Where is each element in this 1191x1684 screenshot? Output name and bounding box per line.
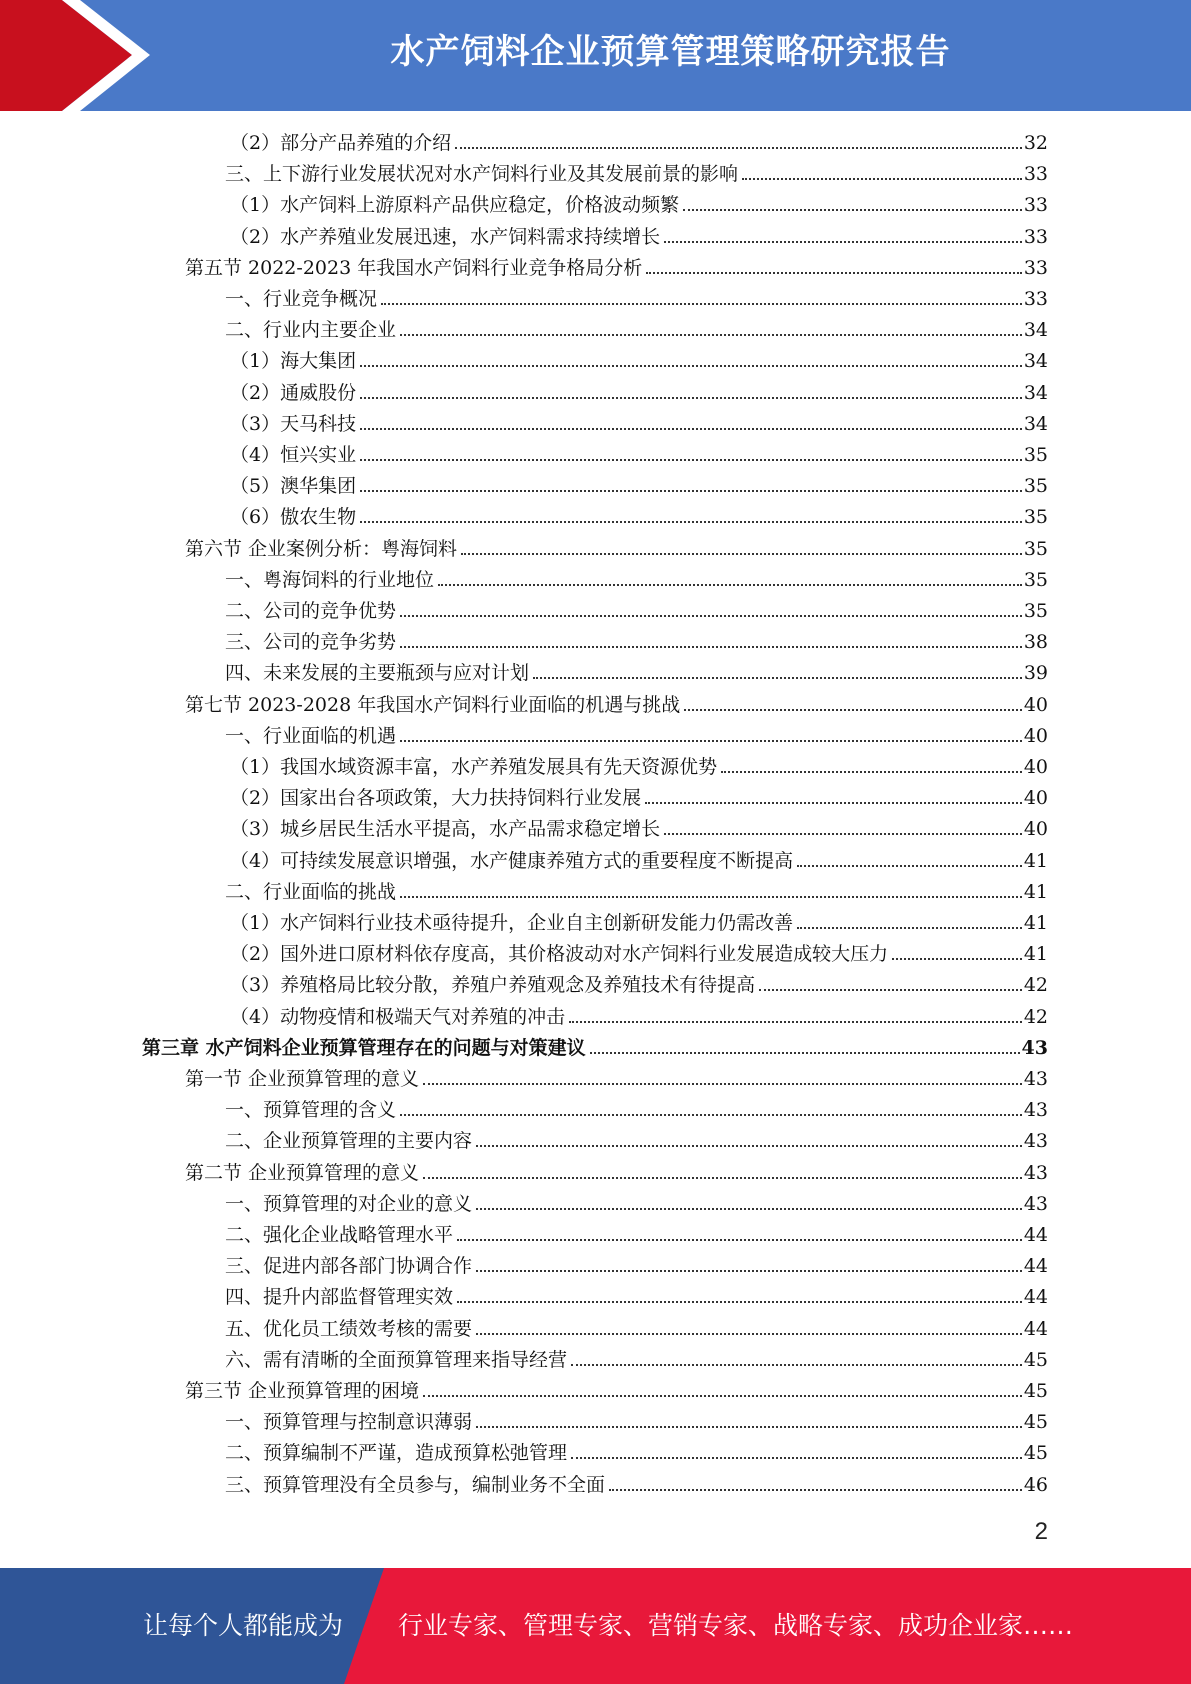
toc-entry-page: 40 xyxy=(1023,724,1048,747)
toc-leader-dots xyxy=(400,334,1022,336)
toc-leader-dots xyxy=(645,802,1022,804)
toc-entry[interactable] xyxy=(142,1029,1048,1060)
toc-leader-dots xyxy=(892,958,1022,960)
toc-entry[interactable] xyxy=(225,592,1048,623)
toc-entry[interactable] xyxy=(230,342,1048,373)
footer-slogan-left: 让每个人都能成为 xyxy=(143,1611,344,1640)
toc-leader-dots xyxy=(360,365,1022,367)
toc-entry[interactable] xyxy=(230,842,1048,873)
toc-entry-page: 33 xyxy=(1023,225,1048,248)
toc-leader-dots xyxy=(571,1457,1022,1459)
toc-entry-label: 四、提升内部监督管理实效 xyxy=(225,1286,454,1309)
toc-entry-page: 43 xyxy=(1023,1130,1048,1153)
toc-entry-page: 35 xyxy=(1023,537,1048,560)
toc-entry-page: 41 xyxy=(1023,849,1048,872)
toc-entry-label: 第三章 水产饲料企业预算管理存在的问题与对策建议 xyxy=(142,1036,586,1059)
toc-leader-dots xyxy=(721,771,1022,773)
toc-leader-dots xyxy=(400,896,1022,898)
toc-entry-label: （4）可持续发展意识增强，水产健康养殖方式的重要程度不断提高 xyxy=(230,849,794,872)
toc-entry[interactable] xyxy=(230,124,1048,155)
toc-entry[interactable] xyxy=(225,311,1048,342)
toc-entry-page: 41 xyxy=(1023,943,1048,966)
toc-entry-label: （2）国家出台各项政策，大力扶持饲料行业发展 xyxy=(230,787,642,810)
toc-leader-dots xyxy=(381,303,1022,305)
toc-entry-label: 一、粤海饲料的行业地位 xyxy=(225,568,435,591)
toc-leader-dots xyxy=(461,553,1022,555)
toc-entry-page: 40 xyxy=(1023,693,1048,716)
toc-entry-label: （1）水产饲料上游原料产品供应稳定，价格波动频繁 xyxy=(230,194,680,217)
toc-entry-page: 34 xyxy=(1023,350,1048,373)
toc-entry-label: 第六节 企业案例分析：粤海饲料 xyxy=(185,537,458,560)
toc-entry-page: 34 xyxy=(1023,412,1048,435)
toc-entry[interactable] xyxy=(230,498,1048,529)
toc-entry-label: 一、预算管理与控制意识薄弱 xyxy=(225,1411,473,1434)
toc-entry-page: 33 xyxy=(1023,163,1048,186)
toc-leader-dots xyxy=(423,1395,1022,1397)
toc-leader-dots xyxy=(423,1177,1022,1179)
toc-entry-page: 32 xyxy=(1023,132,1048,154)
toc-entry[interactable] xyxy=(225,1091,1048,1122)
toc-entry-page: 35 xyxy=(1023,444,1048,466)
toc-entry-page: 44 xyxy=(1023,1255,1048,1278)
toc-leader-dots xyxy=(360,459,1022,461)
toc-leader-dots xyxy=(476,1426,1022,1428)
toc-entry-label: （2）部分产品养殖的介绍 xyxy=(230,132,452,154)
toc-entry[interactable] xyxy=(225,1466,1048,1497)
toc-entry[interactable] xyxy=(185,1154,1048,1185)
toc-entry[interactable] xyxy=(230,467,1048,498)
toc-entry-label: （1）我国水域资源丰富，水产养殖发展具有先天资源优势 xyxy=(230,756,718,778)
toc-entry-page: 35 xyxy=(1023,600,1048,622)
toc-leader-dots xyxy=(683,209,1022,211)
toc-leader-dots xyxy=(476,1145,1022,1147)
toc-entry[interactable] xyxy=(225,155,1048,186)
toc-leader-dots xyxy=(569,1021,1022,1023)
toc-entry-label: 二、强化企业战略管理水平 xyxy=(225,1224,454,1246)
toc-entry-label: 一、行业面临的机遇 xyxy=(225,724,397,747)
toc-entry-page: 44 xyxy=(1023,1286,1048,1309)
toc-leader-dots xyxy=(360,397,1022,399)
toc-entry-label: （3）养殖格局比较分散，养殖户养殖观念及养殖技术有待提高 xyxy=(230,974,756,997)
toc-leader-dots xyxy=(360,521,1022,523)
report-title: 水产饲料企业预算管理策略研究报告 xyxy=(390,32,951,72)
toc-entry-label: 三、上下游行业发展状况对水产饲料行业及其发展前景的影响 xyxy=(225,163,739,186)
toc-entry-page: 33 xyxy=(1023,194,1048,217)
toc-leader-dots xyxy=(423,1083,1022,1085)
toc-entry[interactable] xyxy=(185,530,1048,561)
toc-leader-dots xyxy=(457,1239,1022,1241)
toc-entry[interactable] xyxy=(230,966,1048,997)
toc-leader-dots xyxy=(476,1208,1022,1210)
toc-entry-page: 43 xyxy=(1023,1192,1048,1215)
toc-leader-dots xyxy=(455,147,1022,149)
toc-entry[interactable] xyxy=(230,904,1048,935)
toc-leader-dots xyxy=(438,584,1022,586)
toc-entry[interactable] xyxy=(230,374,1048,405)
toc-entry-label: （4）动物疫情和极端天气对养殖的冲击 xyxy=(230,1005,566,1028)
toc-entry-label: 二、企业预算管理的主要内容 xyxy=(225,1130,473,1153)
toc-leader-dots xyxy=(400,615,1022,617)
toc-entry-page: 43 xyxy=(1023,1068,1048,1090)
page-number: 2 xyxy=(1034,1518,1048,1545)
toc-entry-page: 33 xyxy=(1023,256,1048,279)
toc-entry-label: 第七节 2023-2028 年我国水产饲料行业面临的机遇与挑战 xyxy=(185,693,681,716)
toc-leader-dots xyxy=(360,490,1022,492)
toc-entry[interactable] xyxy=(225,654,1048,685)
toc-leader-dots xyxy=(664,833,1022,835)
footer-slogan-right: 行业专家、管理专家、营销专家、战略专家、成功企业家…… xyxy=(398,1611,1074,1640)
toc-entry-page: 43 xyxy=(1023,1099,1048,1122)
toc-entry-label: （1）水产饲料行业技术亟待提升，企业自主创新研发能力仍需改善 xyxy=(230,912,794,934)
toc-entry[interactable] xyxy=(230,186,1048,217)
toc-entry-page: 43 xyxy=(1023,1161,1048,1184)
toc-leader-dots xyxy=(533,677,1022,679)
toc-entry-page: 46 xyxy=(1023,1473,1048,1496)
toc-entry-page: 35 xyxy=(1023,568,1048,591)
toc-entry-page: 40 xyxy=(1023,756,1048,778)
toc-entry[interactable] xyxy=(185,249,1048,280)
toc-entry-label: 第二节 企业预算管理的意义 xyxy=(185,1161,420,1184)
toc-entry-label: （3）城乡居民生活水平提高，水产品需求稳定增长 xyxy=(230,818,661,841)
toc-entry[interactable] xyxy=(225,561,1048,592)
toc-entry-label: 二、公司的竞争优势 xyxy=(225,600,397,622)
toc-entry-page: 41 xyxy=(1023,880,1048,903)
toc-entry-label: （3）天马科技 xyxy=(230,412,357,435)
toc-entry-label: 一、行业竞争概况 xyxy=(225,288,378,310)
toc-entry-label: 六、需有清晰的全面预算管理来指导经营 xyxy=(225,1348,568,1371)
toc-entry-page: 43 xyxy=(1021,1036,1048,1059)
toc-entry-page: 39 xyxy=(1023,662,1048,685)
toc-entry-label: 第一节 企业预算管理的意义 xyxy=(185,1068,420,1090)
toc-entry-label: （2）通威股份 xyxy=(230,381,357,404)
toc-entry-page: 38 xyxy=(1023,631,1048,654)
toc-entry[interactable] xyxy=(225,873,1048,904)
toc-entry-label: 五、优化员工绩效考核的需要 xyxy=(225,1317,473,1340)
toc-leader-dots xyxy=(646,272,1022,274)
toc-entry-label: 二、行业面临的挑战 xyxy=(225,880,397,903)
toc-entry[interactable] xyxy=(230,436,1048,467)
toc-leader-dots xyxy=(684,709,1022,711)
toc-entry-page: 40 xyxy=(1023,818,1048,841)
toc-entry-label: 三、预算管理没有全员参与，编制业务不全面 xyxy=(225,1473,606,1496)
toc-entry[interactable] xyxy=(185,1060,1048,1091)
toc-entry-label: 二、行业内主要企业 xyxy=(225,319,397,342)
toc-leader-dots xyxy=(759,989,1022,991)
toc-entry-label: （4）恒兴实业 xyxy=(230,444,357,466)
toc-entry[interactable] xyxy=(225,1278,1048,1309)
toc-leader-dots xyxy=(360,428,1022,430)
toc-entry-label: 二、预算编制不严谨，造成预算松弛管理 xyxy=(225,1442,568,1465)
toc-leader-dots xyxy=(400,740,1022,742)
toc-leader-dots xyxy=(457,1301,1022,1303)
toc-entry[interactable] xyxy=(230,779,1048,810)
toc-entry-label: （1）海大集团 xyxy=(230,350,357,373)
toc-leader-dots xyxy=(400,646,1022,648)
toc-entry[interactable] xyxy=(225,1247,1048,1278)
toc-entry-label: 三、公司的竞争劣势 xyxy=(225,631,397,654)
toc-entry[interactable] xyxy=(230,405,1048,436)
toc-leader-dots xyxy=(609,1489,1022,1491)
toc-entry[interactable] xyxy=(230,810,1048,841)
toc-entry[interactable] xyxy=(225,1341,1048,1372)
toc-entry-label: 第三节 企业预算管理的困境 xyxy=(185,1380,420,1402)
toc-entry-page: 33 xyxy=(1023,288,1048,310)
toc-entry[interactable] xyxy=(230,218,1048,249)
toc-leader-dots xyxy=(571,1364,1022,1366)
toc-leader-dots xyxy=(797,865,1022,867)
toc-entry-page: 40 xyxy=(1023,787,1048,810)
footer-banner xyxy=(0,1568,1191,1684)
toc-entry[interactable] xyxy=(230,748,1048,779)
red-chevron-icon xyxy=(0,0,160,111)
toc-entry-label: 一、预算管理的对企业的意义 xyxy=(225,1192,473,1215)
toc-entry-page: 35 xyxy=(1023,506,1048,529)
toc-entry[interactable] xyxy=(225,280,1048,311)
toc-entry[interactable] xyxy=(225,1403,1048,1434)
toc-entry[interactable] xyxy=(230,935,1048,966)
toc-entry-page: 45 xyxy=(1023,1348,1048,1371)
toc-leader-dots xyxy=(590,1052,1020,1054)
toc-entry[interactable] xyxy=(225,1216,1048,1247)
toc-entry-page: 45 xyxy=(1023,1380,1048,1402)
toc-entry-page: 35 xyxy=(1023,475,1048,498)
toc-leader-dots xyxy=(476,1333,1022,1335)
toc-leader-dots xyxy=(400,1114,1022,1116)
toc-entry-page: 44 xyxy=(1023,1317,1048,1340)
toc-entry-label: 四、未来发展的主要瓶颈与应对计划 xyxy=(225,662,530,685)
toc-entry-page: 45 xyxy=(1023,1442,1048,1465)
toc-entry[interactable] xyxy=(230,998,1048,1029)
toc-entry[interactable] xyxy=(225,717,1048,748)
toc-entry-page: 42 xyxy=(1023,1005,1048,1028)
toc-entry-label: （6）傲农生物 xyxy=(230,506,357,529)
toc-entry-label: 一、预算管理的含义 xyxy=(225,1099,397,1122)
toc-entry-label: （5）澳华集团 xyxy=(230,475,357,498)
toc-leader-dots xyxy=(797,927,1022,929)
toc-entry-label: （2）水产养殖业发展迅速，水产饲料需求持续增长 xyxy=(230,225,661,248)
toc-entry[interactable] xyxy=(225,1434,1048,1465)
toc-entry-page: 34 xyxy=(1023,381,1048,404)
toc-entry-page: 41 xyxy=(1023,912,1048,934)
toc-leader-dots xyxy=(664,241,1022,243)
toc-entry[interactable] xyxy=(225,1122,1048,1153)
toc-entry-label: （2）国外进口原材料依存度高，其价格波动对水产饲料行业发展造成较大压力 xyxy=(230,943,889,966)
toc-entry[interactable] xyxy=(185,686,1048,717)
toc-entry-label: 第五节 2022-2023 年我国水产饲料行业竞争格局分析 xyxy=(185,256,643,279)
toc-entry-page: 42 xyxy=(1023,974,1048,997)
toc-entry[interactable] xyxy=(225,623,1048,654)
report-header xyxy=(0,0,1191,111)
toc-leader-dots xyxy=(742,178,1022,180)
toc-leader-dots xyxy=(476,1270,1022,1272)
toc-entry-page: 45 xyxy=(1023,1411,1048,1434)
toc-entry-page: 44 xyxy=(1023,1224,1048,1246)
toc-entry[interactable] xyxy=(185,1372,1048,1403)
toc-entry[interactable] xyxy=(225,1185,1048,1216)
toc-entry-page: 34 xyxy=(1023,319,1048,342)
toc-entry[interactable] xyxy=(225,1310,1048,1341)
toc-entry-label: 三、促进内部各部门协调合作 xyxy=(225,1255,473,1278)
